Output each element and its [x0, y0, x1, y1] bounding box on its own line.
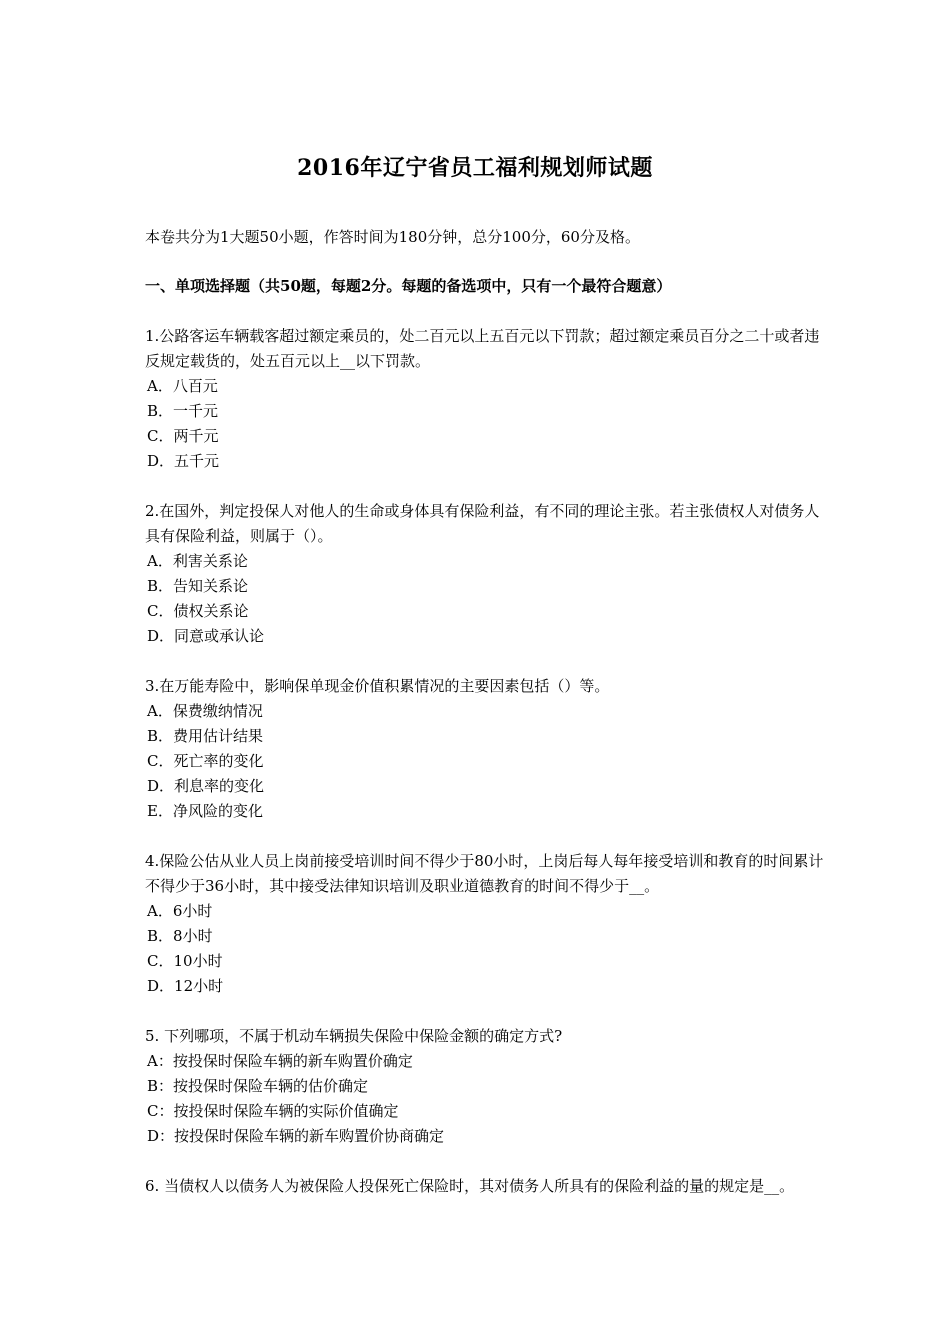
- option-c: C：按投保时保险车辆的实际价值确定: [147, 1102, 399, 1120]
- question-1: [145, 324, 825, 474]
- option-a: A．八百元: [147, 377, 218, 395]
- option-b: B．一千元: [147, 402, 219, 420]
- question-stem: 4.保险公估从业人员上岗前接受培训时间不得少于80小时，上岗后每人每年接受培训和教育的时间累计不得少于36小时，其中接受法律知识培训及职业道德教育的时间不得少于__。: [145, 852, 824, 895]
- option-c: C．债权关系论: [147, 602, 249, 620]
- option-e: E．净风险的变化: [147, 802, 263, 820]
- option-c: C．死亡率的变化: [147, 752, 264, 770]
- question-stem: 3.在万能寿险中，影响保单现金价值积累情况的主要因素包括（）等。: [145, 677, 610, 695]
- section-heading: 一、单项选择题（共50题，每题2分。每题的备选项中，只有一个最符合题意）: [145, 277, 672, 295]
- option-a: A．6小时: [147, 902, 213, 920]
- option-d: D．同意或承认论: [147, 627, 265, 645]
- question-2: [145, 499, 825, 649]
- option-d: D．五千元: [147, 452, 220, 470]
- option-c: C．10小时: [147, 952, 223, 970]
- option-c: C．两千元: [147, 427, 219, 445]
- question-stem: 2.在国外，判定投保人对他人的生命或身体具有保险利益，有不同的理论主张。若主张债权人对债务人具有保险利益，则属于（）。: [145, 502, 820, 545]
- option-b: B．8小时: [147, 927, 213, 945]
- document-title: 2016年辽宁省员工福利规划师试题: [297, 155, 653, 181]
- option-b: B．费用估计结果: [147, 727, 264, 745]
- question-5: [145, 1024, 825, 1149]
- question-4: [145, 849, 825, 999]
- question-stem: 6. 当债权人以债务人为被保险人投保死亡保险时，其对债务人所具有的保险利益的量的规定是__。: [145, 1177, 795, 1195]
- option-b: B：按投保时保险车辆的估价确定: [147, 1077, 369, 1095]
- option-b: B．告知关系论: [147, 577, 249, 595]
- question-stem: 5. 下列哪项，不属于机动车辆损失保险中保险金额的确定方式?: [145, 1027, 563, 1045]
- question-list: [145, 324, 825, 1224]
- question-stem: 1.公路客运车辆载客超过额定乘员的，处二百元以上五百元以下罚款；超过额定乘员百分之二十或者违反规定载货的，处五百元以上__以下罚款。: [145, 327, 820, 370]
- option-d: D：按投保时保险车辆的新车购置价协商确定: [147, 1127, 445, 1145]
- exam-intro: 本卷共分为1大题50小题，作答时间为180分钟，总分100分，60分及格。: [145, 228, 640, 246]
- question-6: [145, 1174, 825, 1199]
- option-d: D．利息率的变化: [147, 777, 265, 795]
- question-3: [145, 674, 825, 824]
- option-a: A．保费缴纳情况: [147, 702, 263, 720]
- option-a: A．利害关系论: [147, 552, 248, 570]
- option-d: D．12小时: [147, 977, 224, 995]
- option-a: A：按投保时保险车辆的新车购置价确定: [147, 1052, 413, 1070]
